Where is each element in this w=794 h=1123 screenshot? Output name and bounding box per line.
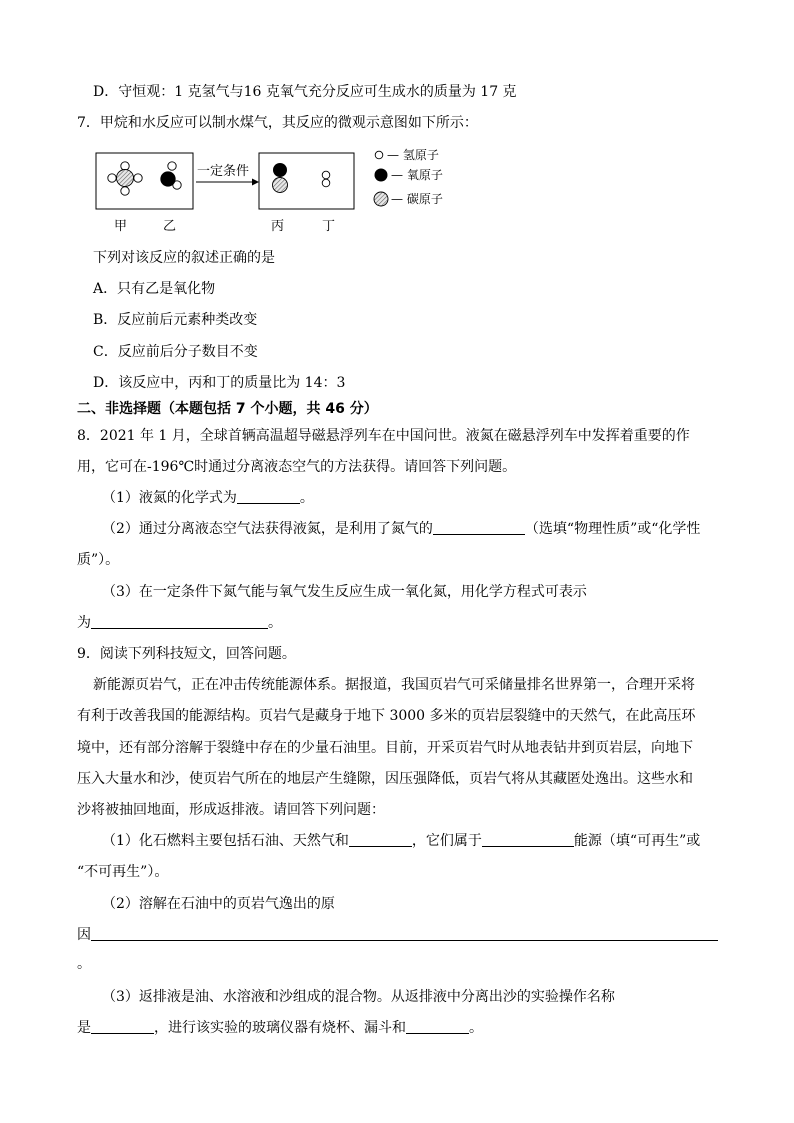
q7-prompt: 下列对该反应的叙述正确的是: [93, 250, 275, 266]
legend: [374, 148, 443, 206]
answer-blank[interactable]: [237, 489, 300, 504]
legend-carbon-icon: [374, 192, 388, 206]
legend-hydrogen: — 氢原子: [387, 148, 439, 162]
label-bing: 丙: [271, 219, 285, 234]
reaction-micro-diagram: [93, 146, 473, 238]
q8-sub2: （2）通过分离液态空气法获得液氮，是利用了氮气的 （选填“物理性质”或“化学性: [102, 521, 701, 537]
q6-option-d: D．守恒观：1 克氢气与16 克氧气充分反应可生成水的质量为 17 克: [93, 84, 517, 100]
section2-heading: 二、非选择题（本题包括 7 个小题，共 46 分）: [77, 401, 378, 417]
q9-passage-line5: 沙将被抽回地面，形成返排液。请回答下列问题：: [77, 802, 385, 818]
answer-blank[interactable]: [349, 832, 412, 847]
q9-passage-line4: 压入大量水和沙，使页岩气所在的地层产生缝隙，因压强降低，页岩气将从其藏匿处逸出。这些水和: [77, 771, 693, 787]
label-ding: 丁: [322, 219, 336, 234]
q9-sub3-cont: 是 ，进行该实验的玻璃仪器有烧杯、漏斗和 。: [77, 1020, 483, 1036]
label-yi: 乙: [163, 219, 177, 234]
q8-sub2-cont: 质”）。: [77, 552, 120, 568]
q9-passage-line2: 有利于改善我国的能源结构。页岩气是藏身于地下 3000 多米的页岩层裂缝中的天然气，在此高压环: [77, 708, 696, 724]
answer-blank[interactable]: [433, 520, 525, 535]
q9-sub2: （2）溶解在石油中的页岩气逸出的原: [102, 896, 335, 912]
legend-carbon: — 碳原子: [391, 192, 443, 206]
answer-blank[interactable]: [406, 1019, 469, 1034]
q9-stem: 9．阅读下列科技短文，回答问题。: [77, 646, 296, 662]
q9-sub1: （1）化石燃料主要包括石油、天然气和 ，它们属于 能源（填“可再生”或: [102, 833, 701, 849]
legend-hydrogen-icon: [375, 151, 383, 159]
answer-blank[interactable]: [482, 832, 574, 847]
q8-sub3-cont: 为 。: [77, 615, 282, 631]
legend-oxygen-icon: [375, 169, 388, 182]
q9-passage-line1: 新能源页岩气，正在冲击传统能源体系。据报道，我国页岩气可采储量排名世界第一，合理开采将: [93, 677, 695, 693]
answer-blank[interactable]: [91, 1019, 154, 1034]
arrow-label: 一定条件: [197, 164, 250, 179]
q8-line1: 8．2021 年 1 月，全球首辆高温超导磁悬浮列车在中国问世。液氮在磁悬浮列车中发挥着重要的作: [77, 428, 690, 444]
q8-sub1: （1）液氮的化学式为 。: [102, 490, 314, 506]
q8-line2: 用，它可在-196℃时通过分离液态空气的方法获得。请回答下列问题。: [77, 459, 517, 475]
methane-molecule: [108, 162, 142, 195]
water-molecule: [161, 162, 181, 189]
q9-sub1-cont: “不可再生”）。: [77, 864, 169, 880]
q9-passage-line3: 境中，还有部分溶解于裂缝中存在的少量石油里。目前，开采页岩气时从地表钻井到页岩层，向地下: [77, 740, 693, 756]
carbon-monoxide-molecule: [273, 163, 288, 193]
answer-blank[interactable]: [91, 614, 268, 629]
q9-sub2-period: 。: [77, 956, 91, 972]
q7-option-a: A．只有乙是氧化物: [93, 281, 216, 297]
q7-option-d: D．该反应中，丙和丁的质量比为 14：3: [93, 375, 346, 391]
q9-sub3: （3）返排液是油、水溶液和沙组成的混合物。从返排液中分离出沙的实验操作名称: [102, 989, 615, 1005]
q7-option-b: B．反应前后元素种类改变: [93, 312, 258, 328]
hydrogen-molecule: [322, 171, 330, 187]
q9-sub2-cont: 因: [77, 925, 718, 945]
label-jia: 甲: [114, 219, 128, 234]
q7-option-c: C．反应前后分子数目不变: [93, 344, 258, 360]
legend-oxygen: — 氧原子: [391, 168, 443, 182]
answer-blank[interactable]: [91, 926, 718, 941]
q8-sub3: （3）在一定条件下氮气能与氧气发生反应生成一氧化氮，用化学方程式可表示: [102, 584, 587, 600]
q7-stem: 7．甲烷和水反应可以制水煤气，其反应的微观示意图如下所示：: [77, 115, 478, 131]
